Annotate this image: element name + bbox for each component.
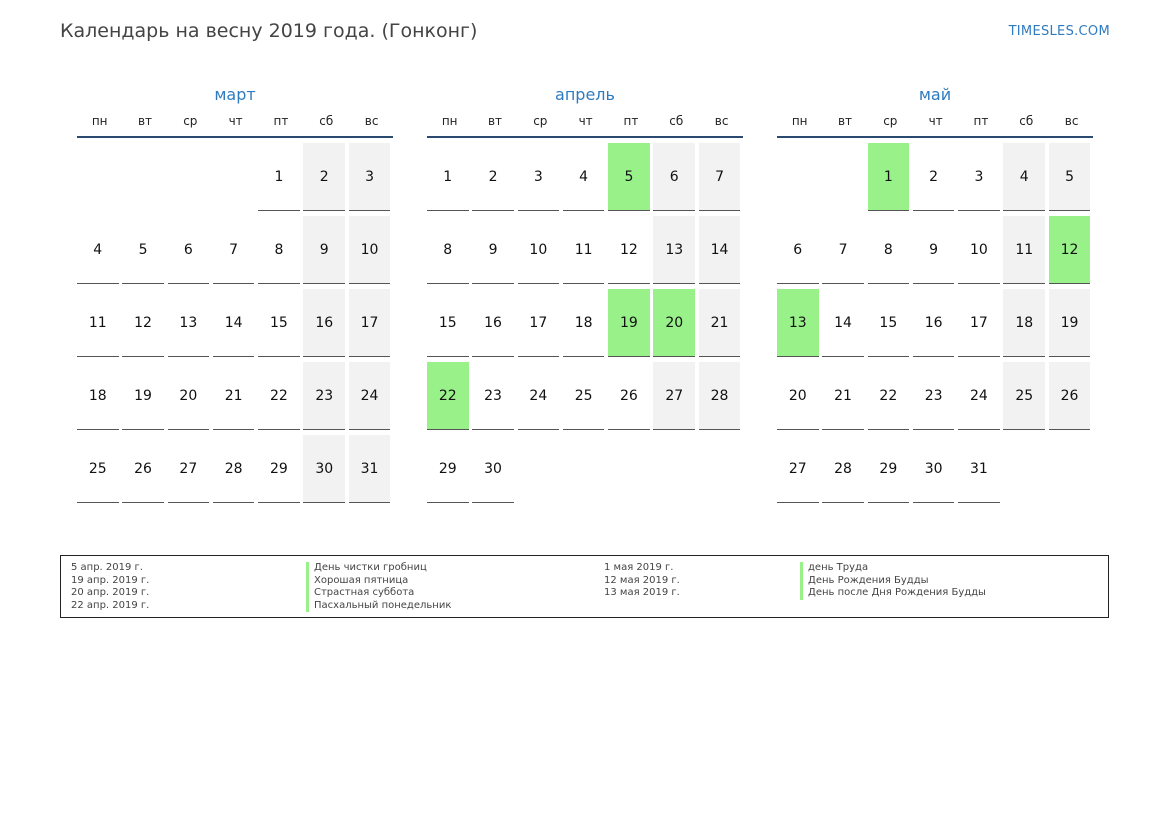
day-cell: 30 <box>303 435 345 503</box>
legend-holiday-name: День после Дня Рождения Будды <box>800 587 986 600</box>
empty-cell <box>77 143 119 211</box>
holiday-day-cell: 1 <box>868 143 910 211</box>
weekday-label: сб <box>669 114 684 128</box>
weekday-header <box>777 112 1093 138</box>
day-cell: 20 <box>168 362 210 430</box>
day-cell: 2 <box>472 143 514 211</box>
legend-date: 1 мая 2019 г. <box>604 562 674 573</box>
legend-holiday-name: Пасхальный понедельник <box>306 600 451 613</box>
day-cell: 17 <box>958 289 1000 357</box>
day-cell: 13 <box>168 289 210 357</box>
empty-cell <box>122 143 164 211</box>
day-cell: 8 <box>258 216 300 284</box>
day-cell: 13 <box>653 216 695 284</box>
day-cell: 4 <box>1003 143 1045 211</box>
weekday-label: вт <box>137 114 153 128</box>
legend-holiday-name: День чистки гробниц <box>306 562 451 575</box>
day-cell: 16 <box>472 289 514 357</box>
day-cell: 23 <box>472 362 514 430</box>
day-cell: 22 <box>868 362 910 430</box>
day-cell: 17 <box>518 289 560 357</box>
day-cell: 9 <box>303 216 345 284</box>
weekday-label: сб <box>319 114 334 128</box>
day-cell: 10 <box>518 216 560 284</box>
weekday-label: пн <box>91 114 108 128</box>
day-cell: 18 <box>1003 289 1045 357</box>
day-cell: 8 <box>427 216 469 284</box>
day-cell: 3 <box>518 143 560 211</box>
day-grid <box>77 143 393 503</box>
empty-cell <box>168 143 210 211</box>
weekday-label: пт <box>273 114 289 128</box>
day-cell: 1 <box>427 143 469 211</box>
day-cell: 7 <box>822 216 864 284</box>
day-cell: 6 <box>777 216 819 284</box>
weekday-label: пн <box>441 114 458 128</box>
month-name: май <box>918 85 952 104</box>
legend-date: 5 апр. 2019 г. <box>71 562 143 573</box>
weekday-label: ср <box>533 114 548 128</box>
day-cell: 26 <box>608 362 650 430</box>
day-cell: 16 <box>913 289 955 357</box>
day-cell: 30 <box>913 435 955 503</box>
day-grid <box>777 143 1093 503</box>
day-cell: 15 <box>427 289 469 357</box>
day-cell: 4 <box>77 216 119 284</box>
legend-holiday-name: Страстная суббота <box>306 587 451 600</box>
day-cell: 6 <box>168 216 210 284</box>
day-cell: 19 <box>1049 289 1091 357</box>
weekday-label: пн <box>791 114 808 128</box>
day-cell: 28 <box>213 435 255 503</box>
day-cell: 7 <box>699 143 741 211</box>
legend-names-left <box>306 562 451 612</box>
day-cell: 2 <box>913 143 955 211</box>
weekday-label: ср <box>883 114 898 128</box>
day-cell: 20 <box>777 362 819 430</box>
day-cell: 15 <box>868 289 910 357</box>
page-title: Календарь на весну 2019 года. (Гонконг) <box>60 20 478 42</box>
day-cell: 17 <box>349 289 391 357</box>
day-cell: 23 <box>913 362 955 430</box>
weekday-header <box>77 112 393 138</box>
weekday-label: пт <box>623 114 639 128</box>
day-cell: 29 <box>258 435 300 503</box>
day-cell: 24 <box>349 362 391 430</box>
day-cell: 5 <box>122 216 164 284</box>
empty-cell <box>822 143 864 211</box>
day-cell: 28 <box>699 362 741 430</box>
weekday-label: чт <box>578 114 593 128</box>
day-cell: 21 <box>699 289 741 357</box>
month-march <box>77 84 393 503</box>
day-cell: 26 <box>1049 362 1091 430</box>
weekday-label: вт <box>487 114 503 128</box>
holiday-day-cell: 22 <box>427 362 469 430</box>
empty-cell <box>777 143 819 211</box>
legend-date: 22 апр. 2019 г. <box>71 599 150 611</box>
day-cell: 14 <box>822 289 864 357</box>
legend-date: 13 мая 2019 г. <box>604 587 680 598</box>
day-cell: 9 <box>913 216 955 284</box>
day-cell: 25 <box>1003 362 1045 430</box>
weekday-label: пт <box>973 114 989 128</box>
day-cell: 27 <box>168 435 210 503</box>
day-cell: 28 <box>822 435 864 503</box>
day-cell: 8 <box>868 216 910 284</box>
day-cell: 24 <box>518 362 560 430</box>
day-cell: 22 <box>258 362 300 430</box>
day-cell: 26 <box>122 435 164 503</box>
day-cell: 29 <box>868 435 910 503</box>
day-cell: 2 <box>303 143 345 211</box>
day-cell: 21 <box>822 362 864 430</box>
day-cell: 11 <box>563 216 605 284</box>
legend-dates-right <box>604 562 680 600</box>
weekday-label: чт <box>928 114 943 128</box>
day-cell: 14 <box>213 289 255 357</box>
day-cell: 11 <box>77 289 119 357</box>
day-cell: 31 <box>349 435 391 503</box>
day-cell: 3 <box>349 143 391 211</box>
day-cell: 6 <box>653 143 695 211</box>
day-cell: 12 <box>608 216 650 284</box>
day-cell: 14 <box>699 216 741 284</box>
legend-names-right <box>800 562 986 600</box>
holiday-legend <box>60 555 1109 618</box>
holiday-day-cell: 12 <box>1049 216 1091 284</box>
month-may <box>777 84 1093 503</box>
day-cell: 10 <box>958 216 1000 284</box>
weekday-label: вт <box>837 114 853 128</box>
legend-date: 20 апр. 2019 г. <box>71 587 150 598</box>
day-cell: 5 <box>1049 143 1091 211</box>
legend-holiday-name: Хорошая пятница <box>306 575 451 588</box>
weekday-label: чт <box>228 114 243 128</box>
legend-holiday-name: день Труда <box>800 562 986 575</box>
holiday-day-cell: 5 <box>608 143 650 211</box>
day-cell: 3 <box>958 143 1000 211</box>
day-cell: 16 <box>303 289 345 357</box>
day-cell: 1 <box>258 143 300 211</box>
day-cell: 4 <box>563 143 605 211</box>
legend-holiday-name: День Рождения Будды <box>800 575 986 588</box>
day-cell: 31 <box>958 435 1000 503</box>
day-grid <box>427 143 743 503</box>
day-cell: 18 <box>77 362 119 430</box>
day-cell: 10 <box>349 216 391 284</box>
weekday-label: вс <box>1064 114 1079 128</box>
day-cell: 12 <box>122 289 164 357</box>
holiday-day-cell: 19 <box>608 289 650 357</box>
weekday-label: ср <box>183 114 198 128</box>
day-cell: 11 <box>1003 216 1045 284</box>
day-cell: 30 <box>472 435 514 503</box>
day-cell: 25 <box>563 362 605 430</box>
day-cell: 21 <box>213 362 255 430</box>
day-cell: 18 <box>563 289 605 357</box>
legend-date: 12 мая 2019 г. <box>604 574 680 586</box>
legend-dates-left <box>71 562 149 612</box>
holiday-day-cell: 20 <box>653 289 695 357</box>
month-name: апрель <box>555 85 615 104</box>
month-name: март <box>214 85 256 104</box>
legend-date: 19 апр. 2019 г. <box>71 574 150 586</box>
weekday-label: вс <box>364 114 379 128</box>
day-cell: 9 <box>472 216 514 284</box>
holiday-day-cell: 13 <box>777 289 819 357</box>
day-cell: 27 <box>653 362 695 430</box>
day-cell: 23 <box>303 362 345 430</box>
day-cell: 15 <box>258 289 300 357</box>
day-cell: 7 <box>213 216 255 284</box>
day-cell: 25 <box>77 435 119 503</box>
month-april <box>427 84 743 503</box>
empty-cell <box>213 143 255 211</box>
weekday-header <box>427 112 743 138</box>
day-cell: 19 <box>122 362 164 430</box>
day-cell: 27 <box>777 435 819 503</box>
day-cell: 29 <box>427 435 469 503</box>
weekday-label: сб <box>1019 114 1034 128</box>
weekday-label: вс <box>714 114 729 128</box>
site-link[interactable]: TIMESLES.COM <box>1008 24 1110 39</box>
day-cell: 24 <box>958 362 1000 430</box>
